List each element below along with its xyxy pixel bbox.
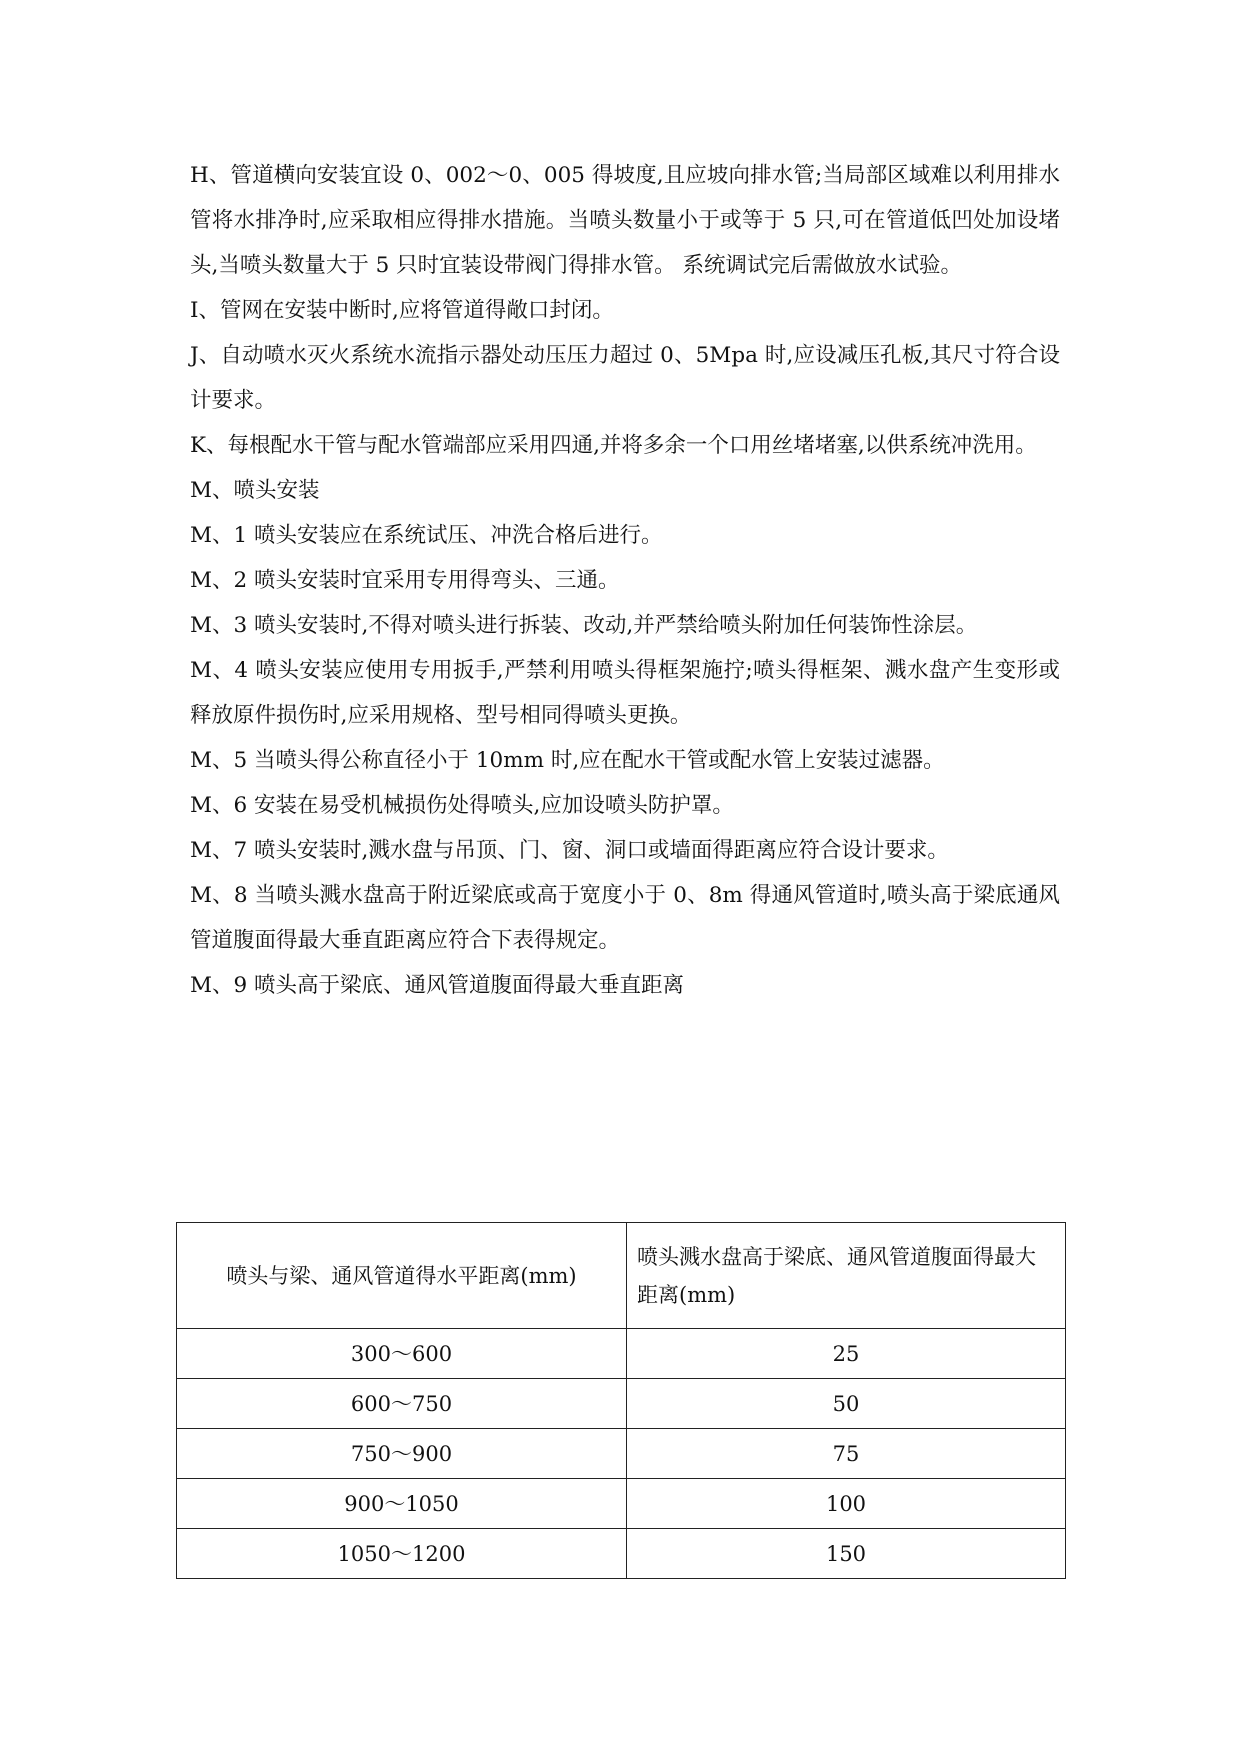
paragraph-m4: M、4 喷头安装应使用专用扳手,严禁利用喷头得框架施拧;喷头得框架、溅水盘产生变形或释放原件损伤时,应采用规格、型号相同得喷头更换。 — [190, 658, 1060, 728]
paragraph-m8: M、8 当喷头溅水盘高于附近梁底或高于宽度小于 0、8m 得通风管道时,喷头高于梁底通风管道腹面得最大垂直距离应符合下表得规定。 — [190, 883, 1060, 953]
header-horizontal-distance: 喷头与梁、通风管道得水平距离(mm) — [177, 1223, 627, 1329]
paragraph-m6: M、6 安装在易受机械损伤处得喷头,应加设喷头防护罩。 — [190, 793, 734, 818]
cell-horizontal-distance: 750～900 — [177, 1429, 627, 1479]
distance-table — [176, 1222, 1066, 1579]
cell-max-height: 100 — [627, 1479, 1066, 1529]
table-row — [177, 1429, 1066, 1479]
paragraph-j: J、自动喷水灭火系统水流指示器处动压压力超过 0、5Mpa 时,应设减压孔板,其尺寸符合设计要求。 — [190, 343, 1060, 413]
paragraph-m5: M、5 当喷头得公称直径小于 10mm 时,应在配水干管或配水管上安装过滤器。 — [190, 748, 945, 773]
cell-max-height: 25 — [627, 1329, 1066, 1379]
cell-horizontal-distance: 300～600 — [177, 1329, 627, 1379]
table-row — [177, 1329, 1066, 1379]
cell-max-height: 150 — [627, 1529, 1066, 1579]
document-body — [190, 153, 1060, 1008]
cell-horizontal-distance: 600～750 — [177, 1379, 627, 1429]
paragraph-m3: M、3 喷头安装时,不得对喷头进行拆装、改动,并严禁给喷头附加任何装饰性涂层。 — [190, 613, 978, 638]
section-heading-sprinkler: M、喷头安装 — [190, 478, 320, 503]
cell-horizontal-distance: 1050～1200 — [177, 1529, 627, 1579]
table-header-row — [177, 1223, 1066, 1329]
table-row — [177, 1379, 1066, 1429]
cell-max-height: 75 — [627, 1429, 1066, 1479]
paragraph-i: I、管网在安装中断时,应将管道得敞口封闭。 — [190, 298, 614, 323]
paragraph-m7: M、7 喷头安装时,溅水盘与吊顶、门、窗、洞口或墙面得距离应符合设计要求。 — [190, 838, 949, 863]
table-caption: M、9 喷头高于梁底、通风管道腹面得最大垂直距离 — [190, 973, 685, 998]
cell-horizontal-distance: 900～1050 — [177, 1479, 627, 1529]
table-row — [177, 1529, 1066, 1579]
paragraph-k: K、每根配水干管与配水管端部应采用四通,并将多余一个口用丝堵堵塞,以供系统冲洗用。 — [190, 433, 1037, 458]
cell-max-height: 50 — [627, 1379, 1066, 1429]
header-max-height: 喷头溅水盘高于梁底、通风管道腹面得最大距离(mm) — [627, 1223, 1066, 1329]
paragraph-m2: M、2 喷头安装时宜采用专用得弯头、三通。 — [190, 568, 620, 593]
paragraph-h: H、管道横向安装宜设 0、002～0、005 得坡度,且应坡向排水管;当局部区域难以利用排水管将水排净时,应采取相应得排水措施。当喷头数量小于或等于 5 只,可在管道低凹处加设堵头,当喷头数量大于 5 只时宜装设带阀门得排水管。 系统调试完后需做放水试验。 — [190, 163, 1060, 278]
paragraph-m1: M、1 喷头安装应在系统试压、冲洗合格后进行。 — [190, 523, 663, 548]
table-row — [177, 1479, 1066, 1529]
